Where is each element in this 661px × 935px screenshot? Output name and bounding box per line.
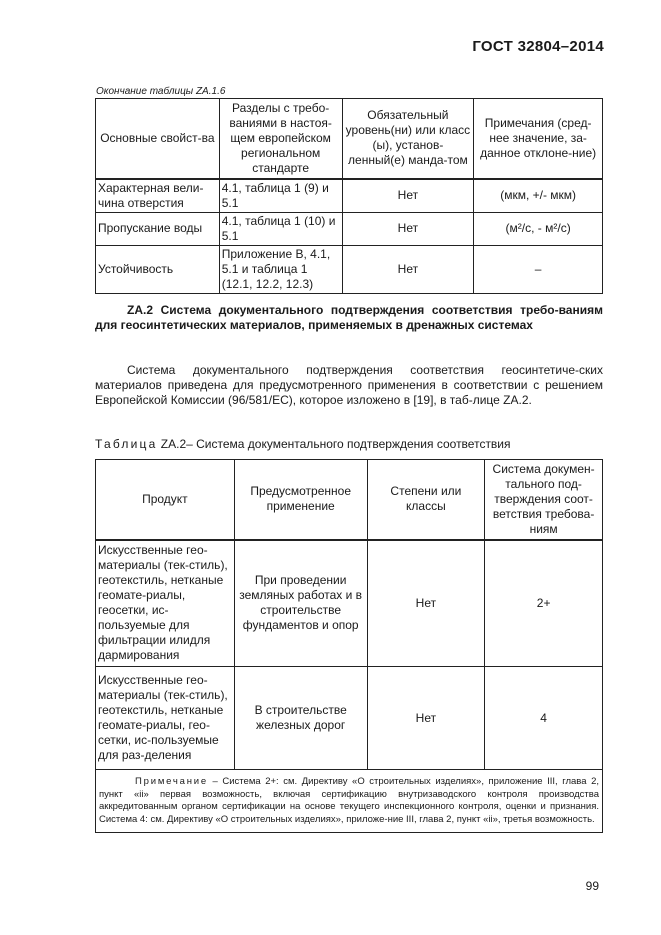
table1-cell: 4.1, таблица 1 (9) и 5.1 <box>219 179 342 213</box>
table-note <box>96 770 603 833</box>
note-text: – Система 2+: см. Директиву «О строительных изделиях», приложение III, глава 2, пункт «ii» первая возможность, включая сертификацию внутризаводского контроля производства аккредитованным органом сертификации на основе текущего инспекционного контроля, оценки и признания. Система 4: см. Директиву «О строительных изделиях», приложе-ние III, глава 2, пункт «ii», третья возможность. <box>99 776 599 825</box>
table-note-row <box>96 770 603 833</box>
table1-cell: Устойчивость <box>96 245 220 293</box>
table1-cell: (м²/с, - м²/с) <box>474 212 603 245</box>
table2-cell: Искусственные гео-материалы (тек-стиль), геотекстиль, нетканые геомате-риалы, гео-сетки, ис-пользуемые для раз-деления <box>96 667 235 770</box>
table1-header-cell: Разделы с требо-ваниями в настоя-щем европейском региональном стандарте <box>219 99 342 179</box>
table2-cell: 4 <box>485 667 603 770</box>
table2-header-cell: Продукт <box>96 460 235 540</box>
table2-cell: При проведении земляных работах и в строительстве фундаментов и опор <box>234 540 367 667</box>
note-label: Примечание <box>135 776 208 787</box>
section-number: ZA.2 <box>127 303 154 317</box>
table2-cell: В строительстве железных дорог <box>234 667 367 770</box>
table1-cell: (мкм, +/- мкм) <box>474 179 603 213</box>
table-caption <box>95 437 511 451</box>
table-row <box>96 179 603 213</box>
table1-cell: 4.1, таблица 1 (10) и 5.1 <box>219 212 342 245</box>
table2-cell: 2+ <box>485 540 603 667</box>
table1-cell: Приложение В, 4.1, 5.1 и таблица 1 (12.1, 12.2, 12.3) <box>219 245 342 293</box>
table2-cell: Нет <box>367 667 485 770</box>
table-caption-word: Таблица <box>95 437 158 451</box>
table1-cell: Нет <box>342 179 474 213</box>
section-heading <box>95 303 603 333</box>
table-za1-6 <box>95 98 603 294</box>
body-paragraph: Система документального подтверждения соответствия геосинтетиче-ских материалов приведена для предусмотренного применения в соответствии с решением Европейской Комиссии (96/581/ЕС), которое изложено в [19], в таб-лице ZA.2. <box>95 363 603 407</box>
table2-header-cell: Система докумен-тального под-тверждения соот-ветствия требова-ниям <box>485 460 603 540</box>
table-za2 <box>95 459 603 833</box>
table2-cell: Искусственные гео-материалы (тек-стиль), геотекстиль, нетканые геомате-риалы, геосетки, ис-пользуемые для фильтрации илидля дармирования <box>96 540 235 667</box>
table-caption-text: ZA.2– Система документального подтверждения соответствия <box>157 437 511 451</box>
page-number: 99 <box>585 879 599 893</box>
table2-header-cell: Предусмотренное применение <box>234 460 367 540</box>
table1-header-cell: Обязательный уровень(ни) или класс (ы), установ-ленный(е) манда-том <box>342 99 474 179</box>
table1-cell: Нет <box>342 212 474 245</box>
table1-cell: Характерная вели-чина отверстия <box>96 179 220 213</box>
table1-header-cell: Основные свойст-ва <box>96 99 220 179</box>
table-row <box>96 667 603 770</box>
table-row <box>96 212 603 245</box>
section-title: Система документального подтверждения соответствия требо-ваниям для геосинтетических материалов, применяемых в дренажных системах <box>95 303 603 332</box>
table1-header-cell: Примечания (сред-нее значение, за-данное отклоне-ние) <box>474 99 603 179</box>
table-continuation-label: Окончание таблицы ZA.1.6 <box>96 86 226 97</box>
table1-cell: Нет <box>342 245 474 293</box>
table-row <box>96 540 603 667</box>
table2-header-cell: Степени или классы <box>367 460 485 540</box>
standard-header: ГОСТ 32804–2014 <box>472 38 604 55</box>
table2-cell: Нет <box>367 540 485 667</box>
table1-cell: – <box>474 245 603 293</box>
table1-cell: Пропускание воды <box>96 212 220 245</box>
table-row <box>96 245 603 293</box>
